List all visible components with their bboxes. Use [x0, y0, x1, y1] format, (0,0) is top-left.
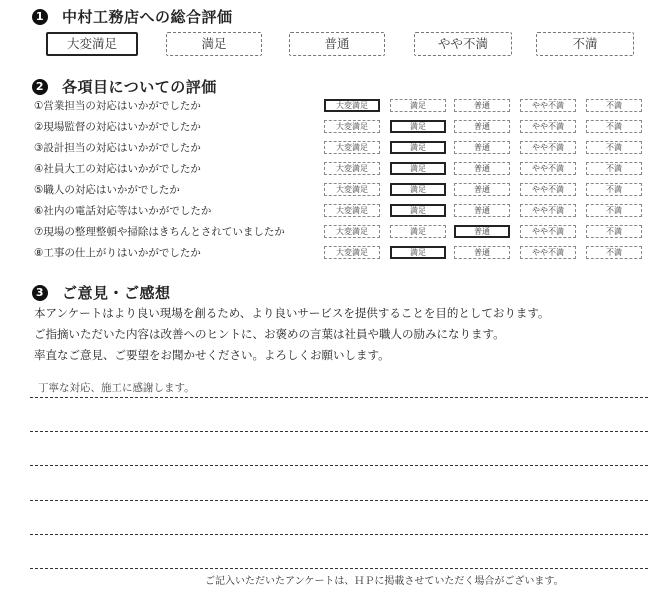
footer-note: ご記入いただいたアンケートは、ＨＰに掲載させていただく場合がございます。	[205, 576, 564, 587]
item-option-somewhat-dissatisfied[interactable]: やや不満	[520, 183, 576, 196]
item-option-dissatisfied[interactable]: 不満	[586, 120, 642, 133]
item-option-neutral[interactable]: 普通	[454, 183, 510, 196]
item-option-neutral[interactable]: 普通	[454, 120, 510, 133]
item-option-somewhat-dissatisfied[interactable]: やや不満	[520, 162, 576, 175]
overall-rating-group	[46, 32, 640, 56]
item-option-dissatisfied[interactable]: 不満	[586, 99, 642, 112]
item-option-somewhat-dissatisfied[interactable]: やや不満	[520, 204, 576, 217]
section1-title: 中村工務店への総合評価	[62, 8, 233, 26]
item-option-somewhat-dissatisfied[interactable]: やや不満	[520, 120, 576, 133]
item-label: ②現場監督の対応はいかがでしたか	[34, 121, 201, 133]
item-option-very-satisfied[interactable]: 大変満足	[324, 246, 380, 259]
item-option-satisfied[interactable]: 満足	[390, 120, 446, 133]
item-row	[34, 244, 646, 262]
comment-line	[30, 568, 648, 569]
item-label: ③設計担当の対応はいかがでしたか	[34, 142, 201, 154]
section2-number-badge: 2	[32, 79, 48, 95]
item-row	[34, 223, 646, 241]
section2-header	[32, 76, 217, 97]
item-row	[34, 139, 646, 157]
item-option-satisfied[interactable]: 満足	[390, 99, 446, 112]
comment-text[interactable]: 丁寧な対応、施工に感謝します。	[38, 382, 195, 394]
item-option-very-satisfied[interactable]: 大変満足	[324, 141, 380, 154]
item-option-dissatisfied[interactable]: 不満	[586, 204, 642, 217]
item-option-satisfied[interactable]: 満足	[390, 141, 446, 154]
item-option-neutral[interactable]: 普通	[454, 162, 510, 175]
item-option-dissatisfied[interactable]: 不満	[586, 246, 642, 259]
overall-option-somewhat-dissatisfied[interactable]: やや不満	[414, 32, 512, 56]
section3-header	[32, 282, 171, 303]
item-option-satisfied[interactable]: 満足	[390, 246, 446, 259]
item-option-very-satisfied[interactable]: 大変満足	[324, 183, 380, 196]
item-row	[34, 160, 646, 178]
item-option-neutral[interactable]: 普通	[454, 246, 510, 259]
overall-option-neutral[interactable]: 普通	[289, 32, 385, 56]
item-row	[34, 97, 646, 115]
item-label: ⑤職人の対応はいかがでしたか	[34, 184, 180, 196]
comment-line	[30, 397, 648, 398]
intro-line-2: ご指摘いただいた内容は改善へのヒントに、お褒めの言葉は社員や職人の励みになります。	[34, 327, 505, 341]
item-label: ⑥社内の電話対応等はいかがでしたか	[34, 205, 212, 217]
item-option-dissatisfied[interactable]: 不満	[586, 141, 642, 154]
item-option-somewhat-dissatisfied[interactable]: やや不満	[520, 225, 576, 238]
item-option-neutral[interactable]: 普通	[454, 99, 510, 112]
item-option-dissatisfied[interactable]: 不満	[586, 162, 642, 175]
item-option-satisfied[interactable]: 満足	[390, 225, 446, 238]
item-label: ⑦現場の整理整頓や掃除はきちんとされていましたか	[34, 226, 285, 238]
comment-line	[30, 431, 648, 432]
item-option-very-satisfied[interactable]: 大変満足	[324, 225, 380, 238]
item-option-very-satisfied[interactable]: 大変満足	[324, 120, 380, 133]
comment-line	[30, 534, 648, 535]
section2-title: 各項目についての評価	[62, 78, 217, 96]
item-row	[34, 202, 646, 220]
item-option-dissatisfied[interactable]: 不満	[586, 225, 642, 238]
item-option-satisfied[interactable]: 満足	[390, 162, 446, 175]
item-option-somewhat-dissatisfied[interactable]: やや不満	[520, 99, 576, 112]
comment-line	[30, 465, 648, 466]
overall-option-dissatisfied[interactable]: 不満	[536, 32, 634, 56]
item-option-satisfied[interactable]: 満足	[390, 183, 446, 196]
overall-option-satisfied[interactable]: 満足	[166, 32, 262, 56]
comment-line	[30, 500, 648, 501]
section3-number-badge: 3	[32, 285, 48, 301]
item-option-somewhat-dissatisfied[interactable]: やや不満	[520, 141, 576, 154]
item-label: ①営業担当の対応はいかがでしたか	[34, 100, 201, 112]
item-option-dissatisfied[interactable]: 不満	[586, 183, 642, 196]
item-row	[34, 118, 646, 136]
item-option-very-satisfied[interactable]: 大変満足	[324, 99, 380, 112]
overall-option-very-satisfied[interactable]: 大変満足	[46, 32, 138, 56]
section1-header	[32, 6, 233, 27]
item-option-somewhat-dissatisfied[interactable]: やや不満	[520, 246, 576, 259]
item-option-very-satisfied[interactable]: 大変満足	[324, 204, 380, 217]
intro-line-1: 本アンケートはより良い現場を創るため、より良いサービスを提供することを目的としております。	[34, 306, 550, 320]
item-row	[34, 181, 646, 199]
section1-number-badge: 1	[32, 9, 48, 25]
item-option-neutral[interactable]: 普通	[454, 141, 510, 154]
item-option-neutral[interactable]: 普通	[454, 225, 510, 238]
item-option-satisfied[interactable]: 満足	[390, 204, 446, 217]
item-option-very-satisfied[interactable]: 大変満足	[324, 162, 380, 175]
item-label: ④社員大工の対応はいかがでしたか	[34, 163, 201, 175]
section3-title: ご意見・ご感想	[62, 284, 171, 302]
intro-line-3: 率直なご意見、ご要望をお聞かせください。よろしくお願いします。	[34, 348, 390, 362]
item-label: ⑧工事の仕上がりはいかがでしたか	[34, 247, 201, 259]
item-option-neutral[interactable]: 普通	[454, 204, 510, 217]
